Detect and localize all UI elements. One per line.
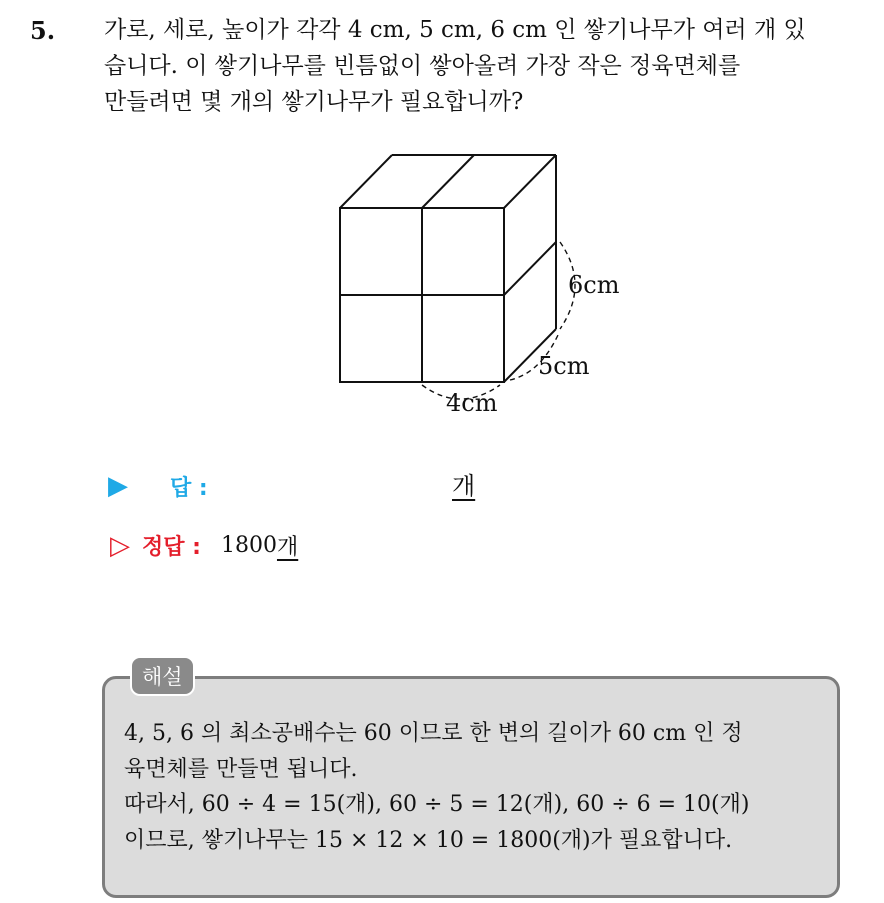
stacked-blocks-figure <box>300 145 640 430</box>
explanation-tab: 해설 <box>130 656 195 696</box>
answer-triangle-icon: ▶ <box>108 471 128 501</box>
height-dimension-label: 6cm <box>568 271 620 299</box>
correct-answer-value: 1800 <box>220 533 277 558</box>
explanation-line: 따라서, 60 ÷ 4 = 15(개), 60 ÷ 5 = 12(개), 60 ÷ 6 = 10(개) <box>124 792 750 817</box>
depth-dimension-label: 5cm <box>538 352 590 380</box>
top-left-edge <box>340 155 392 208</box>
explanation-line: 이므로, 쌓기나무는 15 × 12 × 10 = 1800(개)가 필요합니다. <box>124 827 733 853</box>
top-right-edge <box>504 155 556 208</box>
question-number: 5. <box>30 16 56 45</box>
correct-triangle-icon: ▷ <box>110 530 130 561</box>
question-line: 가로, 세로, 높이가 각각 4 cm, 5 cm, 6 cm 인 쌓기나무가 여러 개 있 <box>104 17 806 43</box>
correct-answer-unit: 개 <box>276 535 299 560</box>
right-middle-divider <box>504 242 556 295</box>
explanation-line: 4, 5, 6 의 최소공배수는 60 이므로 한 변의 길이가 60 cm 인 정 <box>124 721 743 746</box>
answer-label: 답 : <box>170 475 208 501</box>
question-line: 만들려면 몇 개의 쌓기나무가 필요합니까? <box>104 89 524 115</box>
answer-unit: 개 <box>452 472 476 500</box>
top-middle-edge <box>422 155 474 208</box>
correct-answer-label: 정답 : <box>142 535 201 560</box>
question-text <box>104 12 864 120</box>
explanation-text <box>124 716 829 858</box>
width-dimension-label: 4cm <box>446 389 498 417</box>
answer-row <box>108 466 208 506</box>
explanation-line: 육면체를 만들면 됩니다. <box>124 756 358 782</box>
question-line: 습니다. 이 쌓기나무를 빈틈없이 쌓아올려 가장 작은 정육면체를 <box>104 53 741 79</box>
correct-answer-row <box>110 530 298 561</box>
